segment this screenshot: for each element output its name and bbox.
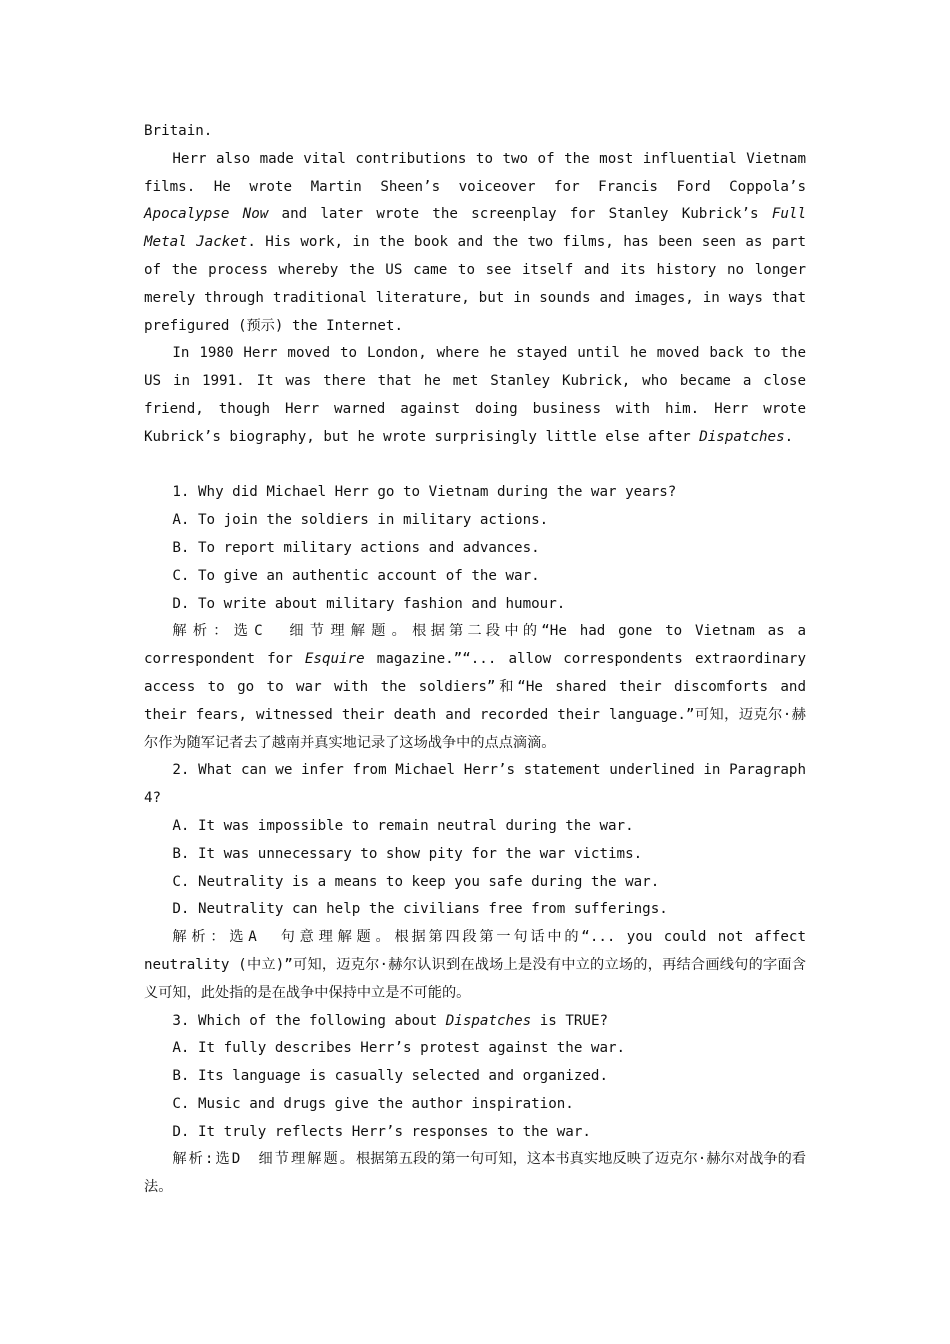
answer-analysis: 解析:选D 细节理解题。根据第五段的第一句可知，这本书真实地反映了迈克尔·赫尔对战争的看法。 <box>144 1151 807 1196</box>
option-a: A. It was impossible to remain neutral during the war. <box>172 817 634 834</box>
question-stem: 2. What can we infer from Michael Herr’s statement underlined in Paragraph 4? <box>144 762 806 807</box>
analysis-label: 解析：选C 细节理解题。 <box>172 623 413 640</box>
question-3 <box>144 1008 806 1203</box>
option-c: C. To give an authentic account of the war. <box>172 567 540 584</box>
option-d: D. It truly reflects Herr’s responses to the war. <box>172 1123 591 1140</box>
option-a: A. To join the soldiers in military actions. <box>172 512 549 529</box>
option-a: A. It fully describes Herr’s protest against the war. <box>172 1040 626 1057</box>
passage-fragment: Britain. <box>144 123 213 139</box>
analysis-label: 解析：选A 句意理解题。 <box>172 929 395 946</box>
film-title: Apocalypse Now <box>144 206 269 223</box>
analysis-label: 解析:选D 细节理解题。 <box>172 1151 356 1168</box>
question-1 <box>144 479 806 757</box>
question-stem: 3. Which of the following about Dispatches is TRUE? <box>172 1012 609 1029</box>
passage-paragraph-films: Herr also made vital contributions to two of the most influential Vietnam films. He wrote Martin Sheen’s voiceover for Francis Ford Coppola’s Apocalypse Now and later wrote the screenplay for Stanley Kubrick’s Full Metal Jacket. His work, in the book and the two films, has been seen as part of the process whereby the US came to see itself and its history no longer merely through traditional literature, but in sounds and images, in ways that prefigured (预示) the Internet. <box>144 150 806 334</box>
option-b: B. To report military actions and advances. <box>172 539 540 556</box>
option-b: B. Its language is casually selected and organized. <box>172 1068 609 1085</box>
film-title: Full Metal Jacket <box>144 206 806 251</box>
book-title: Dispatches <box>699 428 785 445</box>
question-2 <box>144 757 806 1007</box>
answer-analysis: 解析：选C 细节理解题。根据第二段中的“He had gone to Vietnam as a correspondent for Esquire magazine.”“... allow correspondents extraordinary access to go to war with the soldiers”和“He shared their discomforts and their fears, witnessed their death and recorded their language.”可知，迈克尔·赫尔作为随军记者去了越南并真实地记录了这场战争中的点点滴滴。 <box>144 623 806 751</box>
document-page <box>144 118 806 1202</box>
option-c: C. Music and drugs give the author inspiration. <box>172 1095 574 1112</box>
answer-analysis: 解析：选A 句意理解题。根据第四段第一句话中的“... you could not affect neutrality (中立)”可知，迈克尔·赫尔认识到在战场上是没有中立的立场的，再结合画线句的字面含义可知，此处指的是在战争中保持中立是不可能的。 <box>144 929 807 1001</box>
option-c: C. Neutrality is a means to keep you safe during the war. <box>172 873 660 890</box>
option-b: B. It was unnecessary to show pity for the war victims. <box>172 845 643 862</box>
book-title: Dispatches <box>445 1012 532 1029</box>
option-d: D. To write about military fashion and humour. <box>172 595 566 612</box>
magazine-title: Esquire <box>304 651 365 668</box>
passage-paragraph-london: In 1980 Herr moved to London, where he stayed until he moved back to the US in 1991. It was there that he met Stanley Kubrick, who became a close friend, though Herr warned against doing business with him. Herr wrote Kubrick’s biography, but he wrote surprisingly little else after Dispatches. <box>144 345 806 445</box>
question-stem: 1. Why did Michael Herr go to Vietnam during the war years? <box>172 484 677 501</box>
section-gap <box>144 452 806 480</box>
option-d: D. Neutrality can help the civilians free from sufferings. <box>172 901 668 918</box>
